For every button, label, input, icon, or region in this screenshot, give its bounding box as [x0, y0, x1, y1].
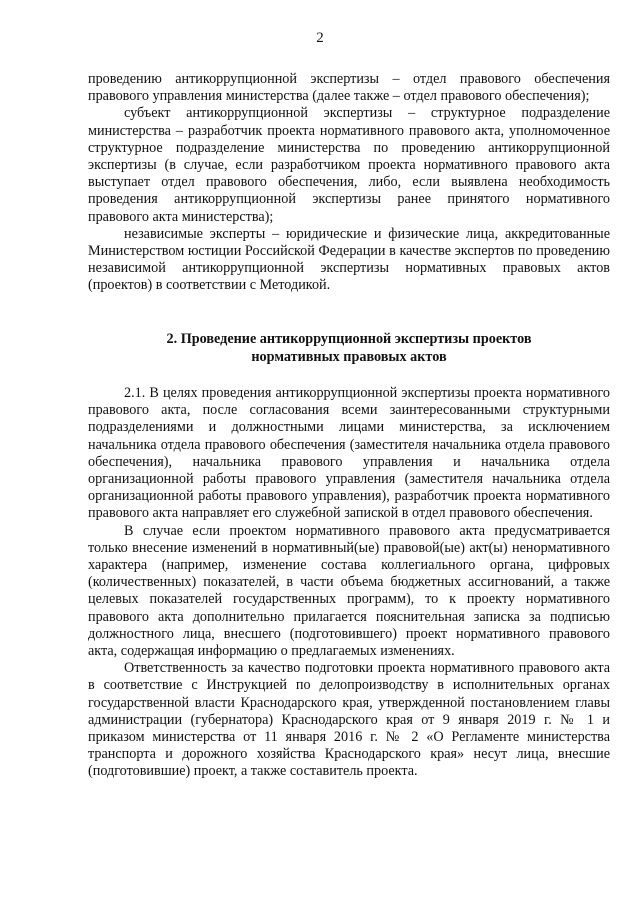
paragraph-amendments: В случае если проектом нормативного правового акта предусматривается только внесение изменений в нормативный(ые) правовой(ые) акт(ы) ненормативного характера (например, изменение состава коллегиального органа, цифровых (количественных) показателей, в части объема бюджетных ассигнований, а также целевых показателей государственных программ), то к проекту нормативного правового акта дополнительно прилагается пояснительная записка за подписью должностного лица, внесшего (подготовившего) проект нормативного правового акта, содержащая информацию о предлагаемых изменениях.: [88, 522, 610, 660]
section-2-heading-line-1: 2. Проведение антикоррупционной экспертизы проектов: [166, 331, 532, 347]
section-1-text: [88, 71, 610, 295]
page-number: 2: [316, 30, 324, 46]
paragraph-definition-department: проведению антикоррупционной экспертизы – отдел правового обеспечения правового управления министерства (далее также – отдел правового обеспечения);: [88, 71, 610, 105]
paragraph-2-1: 2.1. В целях проведения антикоррупционной экспертизы проекта нормативного правового акта, после согласования всеми заинтересованными структурными подразделениями и должностными лицами министерства, за исключением начальника отдела правового обеспечения (заместителя начальника отдела правового обеспечения), начальника правового управления и начальника отдела организационной работы правового управления (заместителя начальника отдела организационной работы правового управления), разработчик проекта нормативного правового акта направляет его служебной запиской в отдел правового обеспечения.: [88, 385, 610, 522]
paragraph-responsibility: Ответственность за качество подготовки проекта нормативного правового акта в соответствие с Инструкцией по делопроизводству в исполнительных органах государственной власти Краснодарского края, утвержденной постановлением главы администрации (губернатора) Краснодарского края от 9 января 2019 г. № 1 и приказом министерства от 11 января 2016 г. № 2 «О Регламенте министерства транспорта и дорожного хозяйства Краснодарского края» несут лица, внесшие (подготовившие) проект, а также составитель проекта.: [88, 660, 610, 780]
section-2-text: [88, 385, 610, 781]
section-2-heading-line-2: нормативных правовых актов: [251, 348, 447, 365]
paragraph-definition-subject: субъект антикоррупционной экспертизы – структурное подразделение министерства – разработчик проекта нормативного правового акта, уполномоченное структурное подразделение министерства по проведению антикоррупционной экспертизы (в случае, если разработчиком проекта нормативного правового акта выступает отдел правового обеспечения, либо, если выявлена необходимость проведения антикоррупционной экспертизы ранее принятого нормативного правового акта министерства);: [88, 105, 610, 225]
paragraph-definition-independent-experts: независимые эксперты – юридические и физические лица, аккредитованные Министерством юстиции Российской Федерации в качестве экспертов по проведению независимой антикоррупционной экспертизы нормативных правовых актов (проектов) в соответствии с Методикой.: [88, 225, 610, 294]
section-2-heading: [88, 331, 610, 366]
